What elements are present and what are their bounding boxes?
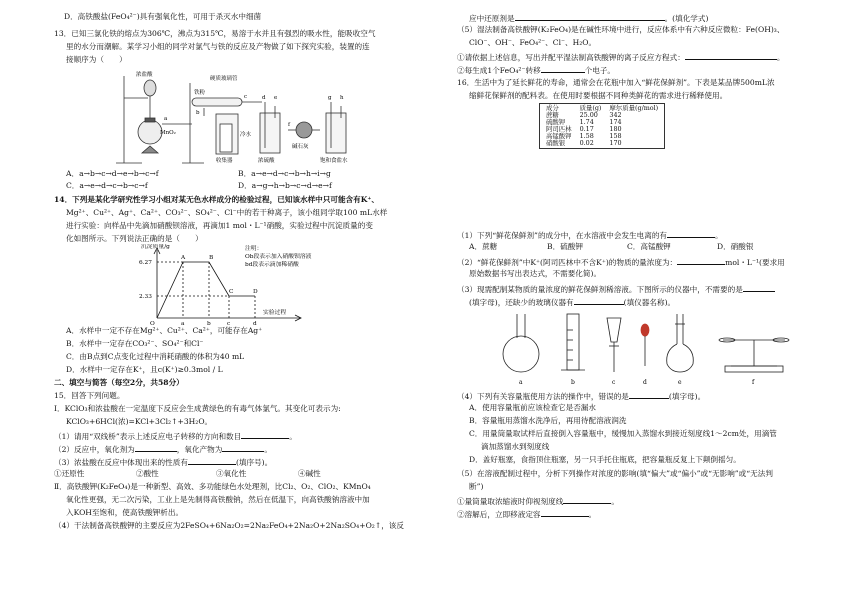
label-collector: 收集器	[216, 158, 233, 164]
cell: 170	[609, 139, 622, 148]
q16-s1-text: （1）下列“鲜花保鲜剂”的成分中，在水溶液中会发生电离的有	[457, 231, 668, 240]
q15-s3-opt-2[interactable]: ②酸性	[136, 469, 159, 478]
cell: 硫酸钾	[546, 118, 566, 127]
q16-s3-blank-unneeded[interactable]	[743, 283, 775, 292]
q15-s3	[54, 456, 272, 468]
q16-s1-blank[interactable]	[667, 229, 715, 238]
point-a: A	[181, 255, 186, 261]
q13-stem-3: 接顺序为（ ）	[66, 55, 127, 64]
q14-precipitate-graph	[137, 244, 367, 326]
q16-s1-opt-b[interactable]: B．硫酸钾	[547, 242, 583, 251]
cell: 158	[609, 132, 622, 141]
q15-s5-1-text: ①请依据上述信息，写出并配平湿法制高铁酸钾的离子反应方程式：	[457, 53, 685, 62]
apparatus-label-d: d	[643, 379, 647, 386]
q15-s1-blank[interactable]	[241, 430, 289, 439]
cell: 蔗糖	[546, 111, 559, 120]
q14-option-d[interactable]: D．水样中一定存在K⁺，且c(K⁺)≥0.3mol / L	[66, 365, 223, 374]
port-b: b	[196, 110, 200, 116]
cell: 硝酸银	[546, 139, 566, 148]
q15-s3-text: （3）浓盐酸在反应中体现出来的性质有	[54, 458, 188, 467]
header-molar-mass: 摩尔质量(g/mol)	[609, 104, 659, 112]
q15-s2-blank-product[interactable]	[222, 443, 264, 452]
q16-ingredients-table	[539, 103, 665, 149]
q13-option-c[interactable]: C．a→e→d→c→b→c→f	[66, 181, 148, 190]
label-conc-hcl: 浓盐酸	[136, 72, 153, 78]
q13-apparatus-figure	[112, 68, 362, 168]
q14-option-c[interactable]: C．由B点到C点变化过程中消耗硝酸的体积为40 mL	[66, 352, 245, 361]
cell: 180	[609, 125, 622, 134]
label-brine: 饱和食盐水	[320, 158, 348, 164]
q15-s2-text-b: ，氧化产物为	[176, 445, 223, 454]
q16-s3-blank-missing[interactable]	[574, 296, 624, 305]
q16-s4-text-a: （4）下列有关容量瓶使用方法的操作中，错误的是	[457, 392, 629, 401]
label-cold-water: 冷水	[240, 132, 252, 138]
table-header-row	[542, 105, 662, 112]
x-tick-d: d	[253, 321, 257, 326]
q16-s5-2-text: ②溶解后，立即移液定容	[457, 510, 541, 519]
q15-s4-text-b: 。(填化学式)	[664, 14, 709, 23]
q13-option-d[interactable]: D．a→g→h→b→c→d→e→f	[238, 181, 332, 190]
q14-stem-2: Mg²⁺、Cu²⁺、Ag⁺、Ca²⁺、CO₃²⁻、SO₄²⁻、Cl⁻中的若干种离子，该小组同学取100 mL水样	[66, 208, 388, 217]
apparatus-label-a: a	[519, 379, 523, 386]
q15-s2-text-a: （2）反应中，氧化剂为	[54, 445, 135, 454]
q15-s3-blank[interactable]	[188, 456, 236, 465]
q16-s1-opt-c[interactable]: C．高锰酸钾	[627, 242, 671, 251]
q15-equation: KClO₃+6HCl(浓)=KCl+3Cl₂↑+3H₂O。	[66, 417, 213, 426]
x-tick-b: b	[207, 321, 211, 326]
q15-s5-1: ①请依据上述信息，写出并配平湿法制高铁酸钾的离子反应方程式： 。	[457, 53, 785, 62]
q15-s4-text-a: 应中还原剂是	[469, 14, 515, 23]
section-heading: 二、填空与简答（每空2分，共58分）	[54, 378, 184, 387]
x-tick-o: O	[150, 321, 155, 326]
apparatus-label-f: f	[752, 379, 755, 386]
ingredients-table	[542, 105, 662, 147]
q15-part2-2: 氧化性更强，无二次污染，工业上是先制得高铁酸钠，然后在低温下，向高铁酸钠溶液中加	[66, 495, 370, 504]
q15-s5-2-text-b: 个电子。	[584, 66, 616, 75]
apparatus-label-e: e	[678, 379, 682, 386]
header-component: 成分	[546, 104, 559, 112]
port-f: f	[288, 122, 291, 128]
q15-s3-opt-4[interactable]: ④碱性	[298, 469, 321, 478]
q14-stem: 14．下列是某化学研究性学习小组对某无色水样成分的检验过程，已知该水样中只可能含有K⁺、	[54, 195, 379, 204]
q16-s3-cont	[469, 296, 675, 308]
q15-s3-end: (填序号)。	[235, 458, 273, 467]
point-b: B	[209, 255, 214, 261]
q15-s4: （4）干法制备高铁酸钾的主要反应为2FeSO₄+6Na₂O₂=2Na₂FeO₄+2Na₂O+2Na₂SO₄+O₂↑，该反	[54, 521, 404, 530]
q16-s2	[457, 256, 785, 268]
q16-s5-1-text: ①量筒量取浓缩液时仰视刻度线	[457, 497, 564, 506]
q13-stem-2: 里的水分而潮解。某学习小组的同学对氯气与铁的反应及产物做了如下探究实验，装置的连	[66, 42, 370, 51]
cell: 342	[609, 111, 622, 120]
q16-s4-opt-d[interactable]: D．盖好瓶塞，食指顶住瓶塞，另一只手托住瓶底，把容量瓶反复上下颠倒摇匀。	[469, 455, 741, 464]
q15-part2-1: Ⅱ．高铁酸钾(K₂FeO₄)是一种新型、高效、多功能绿色水处理剂，比Cl₂、O₂、ClO₂、KMnO₄	[54, 482, 371, 491]
q16-stem: 16．生活中为了延长鲜花的寿命，通常会在花瓶中加入“鲜花保鲜剂”。下表是某品牌500mL浓	[457, 78, 775, 87]
q14-option-b[interactable]: B．水样中一定存在CO₃²⁻、SO₄²⁻和Cl⁻	[66, 339, 204, 348]
q16-apparatus-figure	[495, 310, 795, 386]
q16-s1-opt-d[interactable]: D．硝酸银	[717, 242, 754, 251]
q13-option-a[interactable]: A．a→b→c→d→e→b→c→f	[66, 169, 159, 178]
q16-s3-text-b: (填字母)，还缺少的玻璃仪器有	[469, 298, 574, 307]
label-glass-tube: 硬质玻璃管	[210, 76, 238, 82]
y-tick-233: 2.33	[139, 294, 152, 300]
q15-s4-cont	[469, 12, 708, 24]
q15-s5-species: ClO⁻、OH⁻、FeO₄²⁻、Cl⁻、H₂O。	[469, 38, 597, 47]
q16-s4-text-b: (填字母)。	[668, 392, 706, 401]
q13-stem: 13．已知三氯化铁的熔点为306℃，沸点为315℃，易溶于水并且有强烈的吸水性，能吸收空气	[54, 29, 376, 38]
x-tick-c: c	[227, 321, 231, 326]
point-c: C	[229, 289, 234, 295]
port-e: e	[274, 95, 278, 101]
q15-part1: Ⅰ．KClO₃和浓盐酸在一定温度下反应会生成黄绿色的有毒气体氯气。其变化可表示为:	[54, 404, 341, 413]
q13-option-b[interactable]: B．a→e→d→c→b→h→i→g	[238, 169, 331, 178]
q16-s4-opt-a[interactable]: A．使用容量瓶前应该检查它是否漏水	[469, 403, 596, 412]
q16-s5-1-blank[interactable]	[563, 495, 611, 504]
q16-s2-text-b: mol・L⁻¹(要求用	[725, 258, 785, 267]
q16-s5-1: ①量筒量取浓缩液时仰视刻度线 。	[457, 497, 619, 506]
q15-s5-2-text-a: ②每生成1个FeO₄²⁻转移	[457, 66, 541, 75]
q15-s4-blank[interactable]	[515, 12, 665, 21]
label-mno2: MnO₂	[160, 130, 176, 136]
port-a: a	[164, 116, 168, 122]
q15-part2-3: 入KOH至饱和，使高铁酸钾析出。	[66, 508, 184, 517]
q15-s1-text: （1）请用“双线桥”表示上述反应电子转移的方向和数目	[54, 432, 242, 441]
label-iron-powder: 铁粉	[194, 90, 206, 96]
q16-s4-opt-c[interactable]: C．用量筒量取试样后直接倒入容量瓶中，缓慢加入蒸馏水到接近刻度线1～2cm处，用滴管	[469, 429, 777, 438]
q15-title: 15．回答下列问题。	[54, 391, 125, 400]
label-soda-lime: 碱石灰	[292, 144, 309, 150]
note-bd: bd段表示滴加稀硝酸	[245, 262, 299, 268]
q14-stem-3: 进行实验：向样品中先滴加硝酸钡溶液，再滴加1 mol・L⁻¹硝酸，实验过程中沉淀质量的变	[66, 221, 373, 230]
header-mass: 质量(g)	[579, 104, 602, 112]
port-g: g	[328, 95, 332, 101]
cell: 0.17	[579, 125, 594, 134]
q15-s1: （1）请用“双线桥”表示上述反应电子转移的方向和数目 。	[54, 432, 297, 441]
cell: 0.02	[579, 139, 594, 148]
note-title: 注明：	[245, 246, 263, 252]
note-ob: Ob段表示加入硝酸钡溶液	[245, 254, 312, 260]
q16-s4-blank[interactable]	[629, 390, 669, 399]
q15-s2: （2）反应中，氧化剂为 ，氧化产物为 。	[54, 445, 272, 454]
point-d: D	[253, 289, 258, 295]
table-row	[542, 140, 662, 147]
q15-s5-2	[457, 64, 615, 76]
q16-s5-2: ②溶解后，立即移液定容 。	[457, 510, 597, 519]
q15-s5-1-blank[interactable]	[685, 51, 777, 60]
q16-s2-blank[interactable]	[677, 256, 725, 265]
q16-s3-text-c: (填仪器名称)。	[623, 298, 676, 307]
q14-option-a[interactable]: A．水样中一定不存在Mg²⁺、Cu²⁺、Ca²⁺，可能存在Ag⁺	[66, 326, 263, 335]
graph-y-label: 沉淀质量/g	[141, 244, 170, 250]
q16-s5: （5）在溶液配制过程中，分析下列操作对浓度的影响(填“偏大”或“偏小”或“无影响”或“无法判	[457, 469, 773, 478]
cell: 1.74	[579, 118, 594, 127]
q16-s5-2-blank[interactable]	[541, 508, 589, 517]
port-d: d	[262, 95, 266, 101]
cell: 1.58	[579, 132, 594, 141]
label-conc-h2so4: 浓硫酸	[258, 158, 275, 164]
cell: 阿司匹林	[546, 125, 572, 134]
graph-x-label: 实验过程	[263, 310, 287, 316]
q16-s1: （1）下列“鲜花保鲜剂”的成分中，在水溶液中会发生电离的有 。	[457, 231, 723, 240]
apparatus-label-c: c	[612, 379, 616, 386]
q15-s3-opt-1[interactable]: ①还原性	[54, 469, 85, 478]
q15-s2-blank-oxidant[interactable]	[135, 443, 177, 452]
cell: 174	[609, 118, 622, 127]
q15-s5: （5）湿法制备高铁酸钾(K₂FeO₄)是在碱性环境中进行，反应体系中有六种反应微粒：Fe(OH)₃、	[457, 25, 785, 34]
cell: 高锰酸钾	[546, 132, 572, 141]
cell: 25.00	[579, 111, 598, 120]
q16-stem-2: 缩鲜花保鲜剂的配料表。在使用时要根据不同种类鲜花的需求进行稀释使用。	[469, 91, 728, 100]
q16-s3-text-a: （3）现需配制某物质的量浓度的鲜花保鲜剂稀溶液。下图所示的仪器中，不需要的是	[457, 285, 743, 294]
q16-s1-opt-a[interactable]: A．蔗糖	[469, 242, 498, 251]
q14-stem-4: 化如图所示。下列说法正确的是（ ）	[66, 234, 203, 243]
q16-s5-cont: 断”)	[469, 482, 484, 491]
apparatus-label-b: b	[571, 379, 575, 386]
q16-s3	[457, 283, 775, 295]
q16-s2-text-a: （2）“鲜花保鲜剂”中K⁺(阿司匹林中不含K⁺)的物质的量浓度为：	[457, 258, 678, 267]
q16-s4-opt-b[interactable]: B．容量瓶用蒸馏水洗净后，再用待配溶液润洗	[469, 416, 627, 425]
y-tick-627: 6.27	[139, 260, 152, 266]
q12-option-d: D．高铁酸盐(FeO₄²⁻)具有强氧化性，可用于杀灭水中细菌	[64, 12, 262, 21]
x-tick-a: a	[181, 321, 185, 326]
q16-s2-cont: 原始数据书写出表达式，不需要化简)。	[469, 269, 602, 278]
q16-s4	[457, 390, 705, 402]
q16-s4-opt-c-cont: 滴加蒸馏水到刻度线	[481, 442, 550, 451]
port-h: h	[340, 95, 344, 101]
q15-s3-opt-3[interactable]: ③氧化性	[216, 469, 247, 478]
port-c: c	[244, 94, 248, 100]
q15-s5-2-blank[interactable]	[541, 64, 585, 73]
